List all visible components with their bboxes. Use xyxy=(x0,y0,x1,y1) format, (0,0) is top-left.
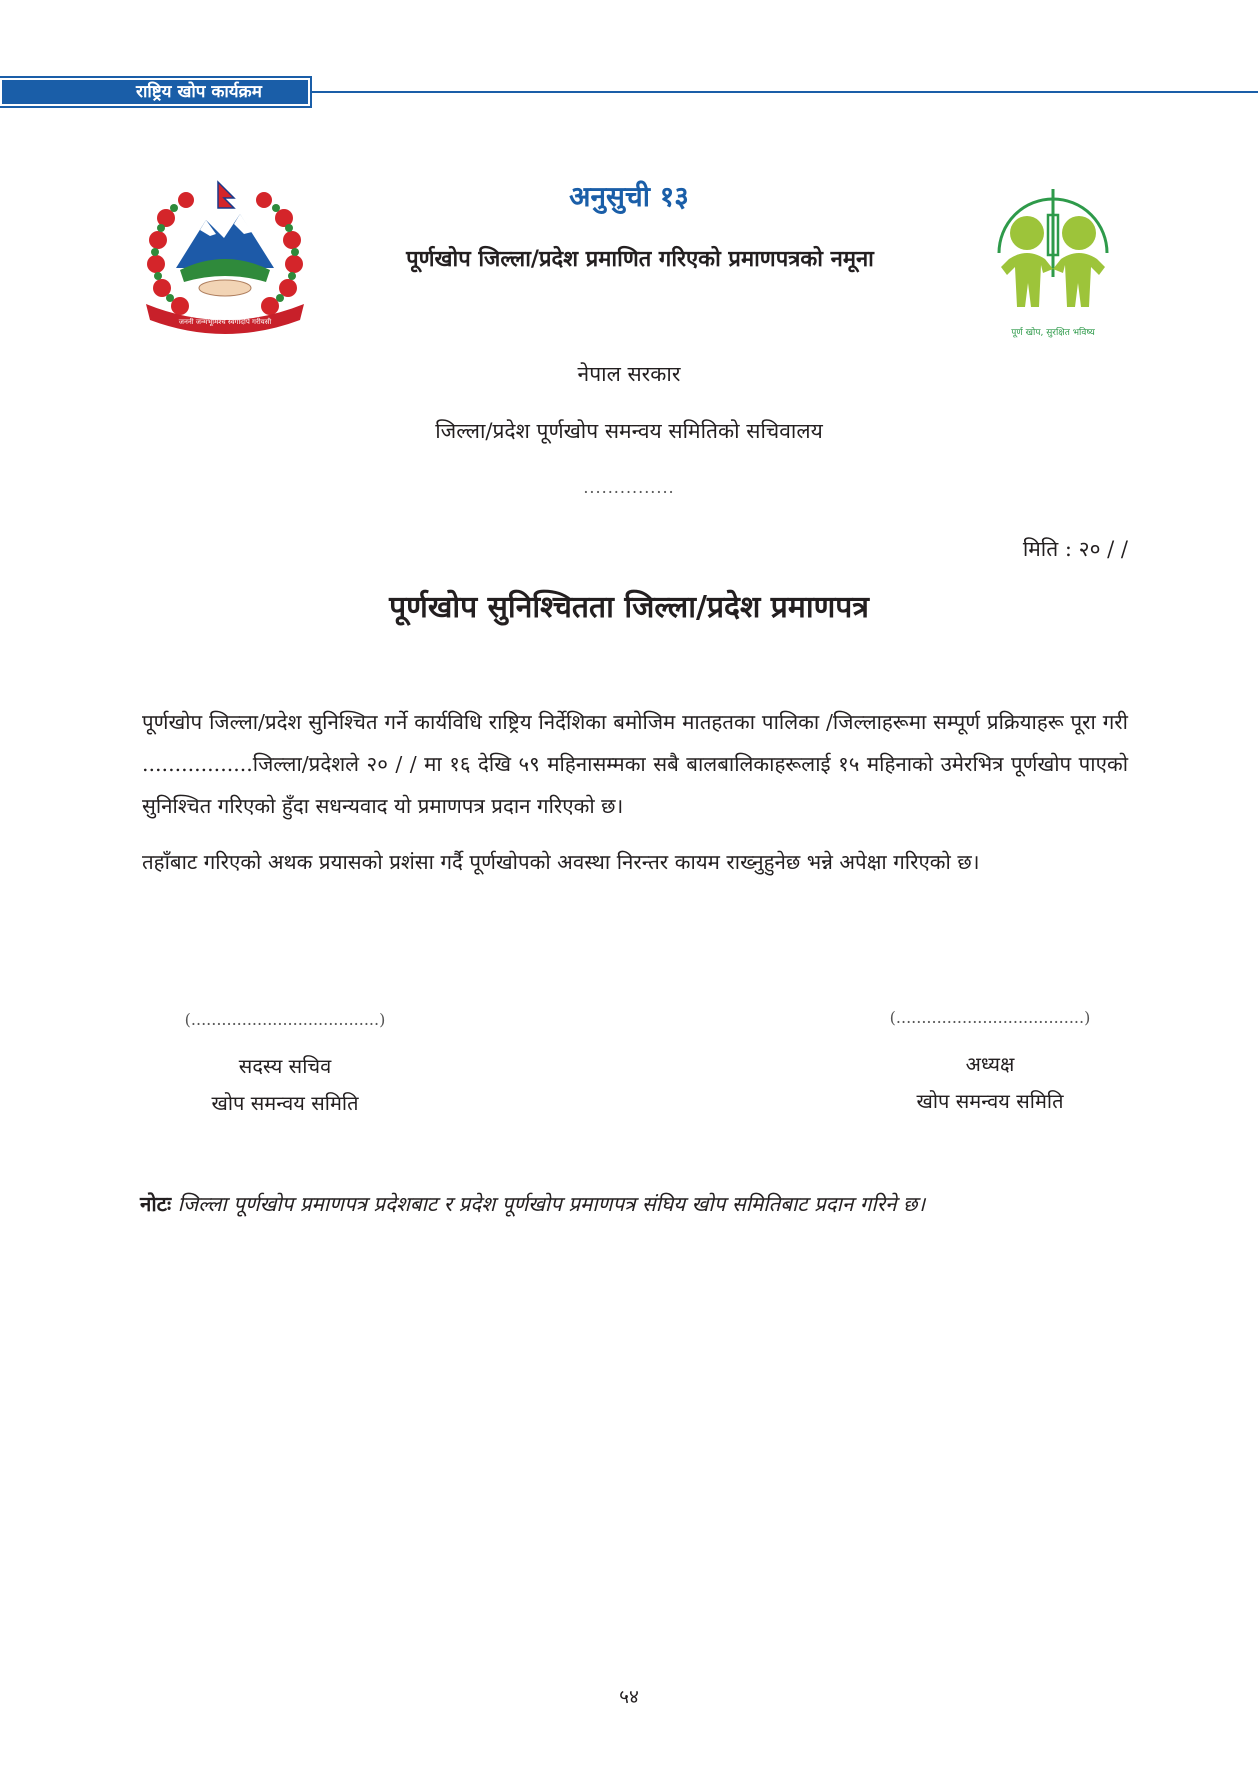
secretariat-name: जिल्ला/प्रदेश पूर्णखोप समन्वय समितिको सचिवालय xyxy=(435,419,823,443)
note-label: नोटः xyxy=(140,1192,172,1216)
signature-block-member-secretary xyxy=(140,1010,430,1122)
annex-title: अनुसुची १३ xyxy=(569,180,689,213)
blank-dotted-line: ............... xyxy=(583,478,675,497)
signatory-title: सदस्य सचिव xyxy=(238,1054,332,1078)
certificate-title: पूर्णखोप सुनिश्चितता जिल्ला/प्रदेश प्रमाणपत्र xyxy=(389,590,869,625)
coat-of-arms-motto: जननी जन्मभूमिश्च स्वर्गादपि गरीयसी xyxy=(178,318,272,326)
signature-block-chairperson xyxy=(845,1008,1135,1120)
government-name: नेपाल सरकार xyxy=(577,362,681,386)
certificate-paragraph-2: तहाँबाट गरिएको अथक प्रयासको प्रशंसा गर्दै पूर्णखोपको अवस्था निरन्तर कायम राख्नुहुनेछ भन्ने अपेक्षा गरिएको छ। xyxy=(142,850,980,874)
header-tab-label: राष्ट्रिय खोप कार्यक्रम xyxy=(136,82,262,102)
signatory-committee: खोप समन्वय समिति xyxy=(916,1089,1064,1113)
signatory-committee: खोप समन्वय समिति xyxy=(211,1091,359,1115)
logo-caption: पूर्ण खोप, सुरक्षित भविष्य xyxy=(1011,328,1095,338)
signature-line: (.....................................) xyxy=(889,1008,1091,1027)
certificate-paragraph-1: पूर्णखोप जिल्ला/प्रदेश सुनिश्चित गर्ने कार्यविधि राष्ट्रिय निर्देशिका बमोजिम मातहतका पालिका /जिल्लाहरूमा सम्पूर्ण प्रक्रियाहरू पूरा गरी .................जिल्ला/प्रदेशले २० / / मा १६ देखि ५९ महिनासम्मका सबै बालबालिकाहरूलाई १५ महिनाको उमेरभित्र पूर्णखोप पाएको सुनिश्चित गरिएको हुँदा सधन्यवाद यो प्रमाणपत्र प्रदान गरिएको छ। xyxy=(142,710,1128,818)
header-rule xyxy=(312,91,1258,93)
page-number: ५४ xyxy=(619,1686,639,1708)
signature-line: (.....................................) xyxy=(184,1010,386,1029)
note-text: जिल्ला पूर्णखोप प्रमाणपत्र प्रदेशबाट र प्रदेश पूर्णखोप प्रमाणपत्र संघिय खोप समितिबाट प्रदान गरिने छ। xyxy=(177,1192,926,1216)
header-tab xyxy=(0,78,310,106)
date-line: मिति : २० / / xyxy=(1022,537,1128,561)
signatory-title: अध्यक्ष xyxy=(965,1052,1015,1076)
footnote xyxy=(140,1190,925,1218)
form-title: पूर्णखोप जिल्ला/प्रदेश प्रमाणित गरिएको प्रमाणपत्रको नमूना xyxy=(406,247,874,272)
